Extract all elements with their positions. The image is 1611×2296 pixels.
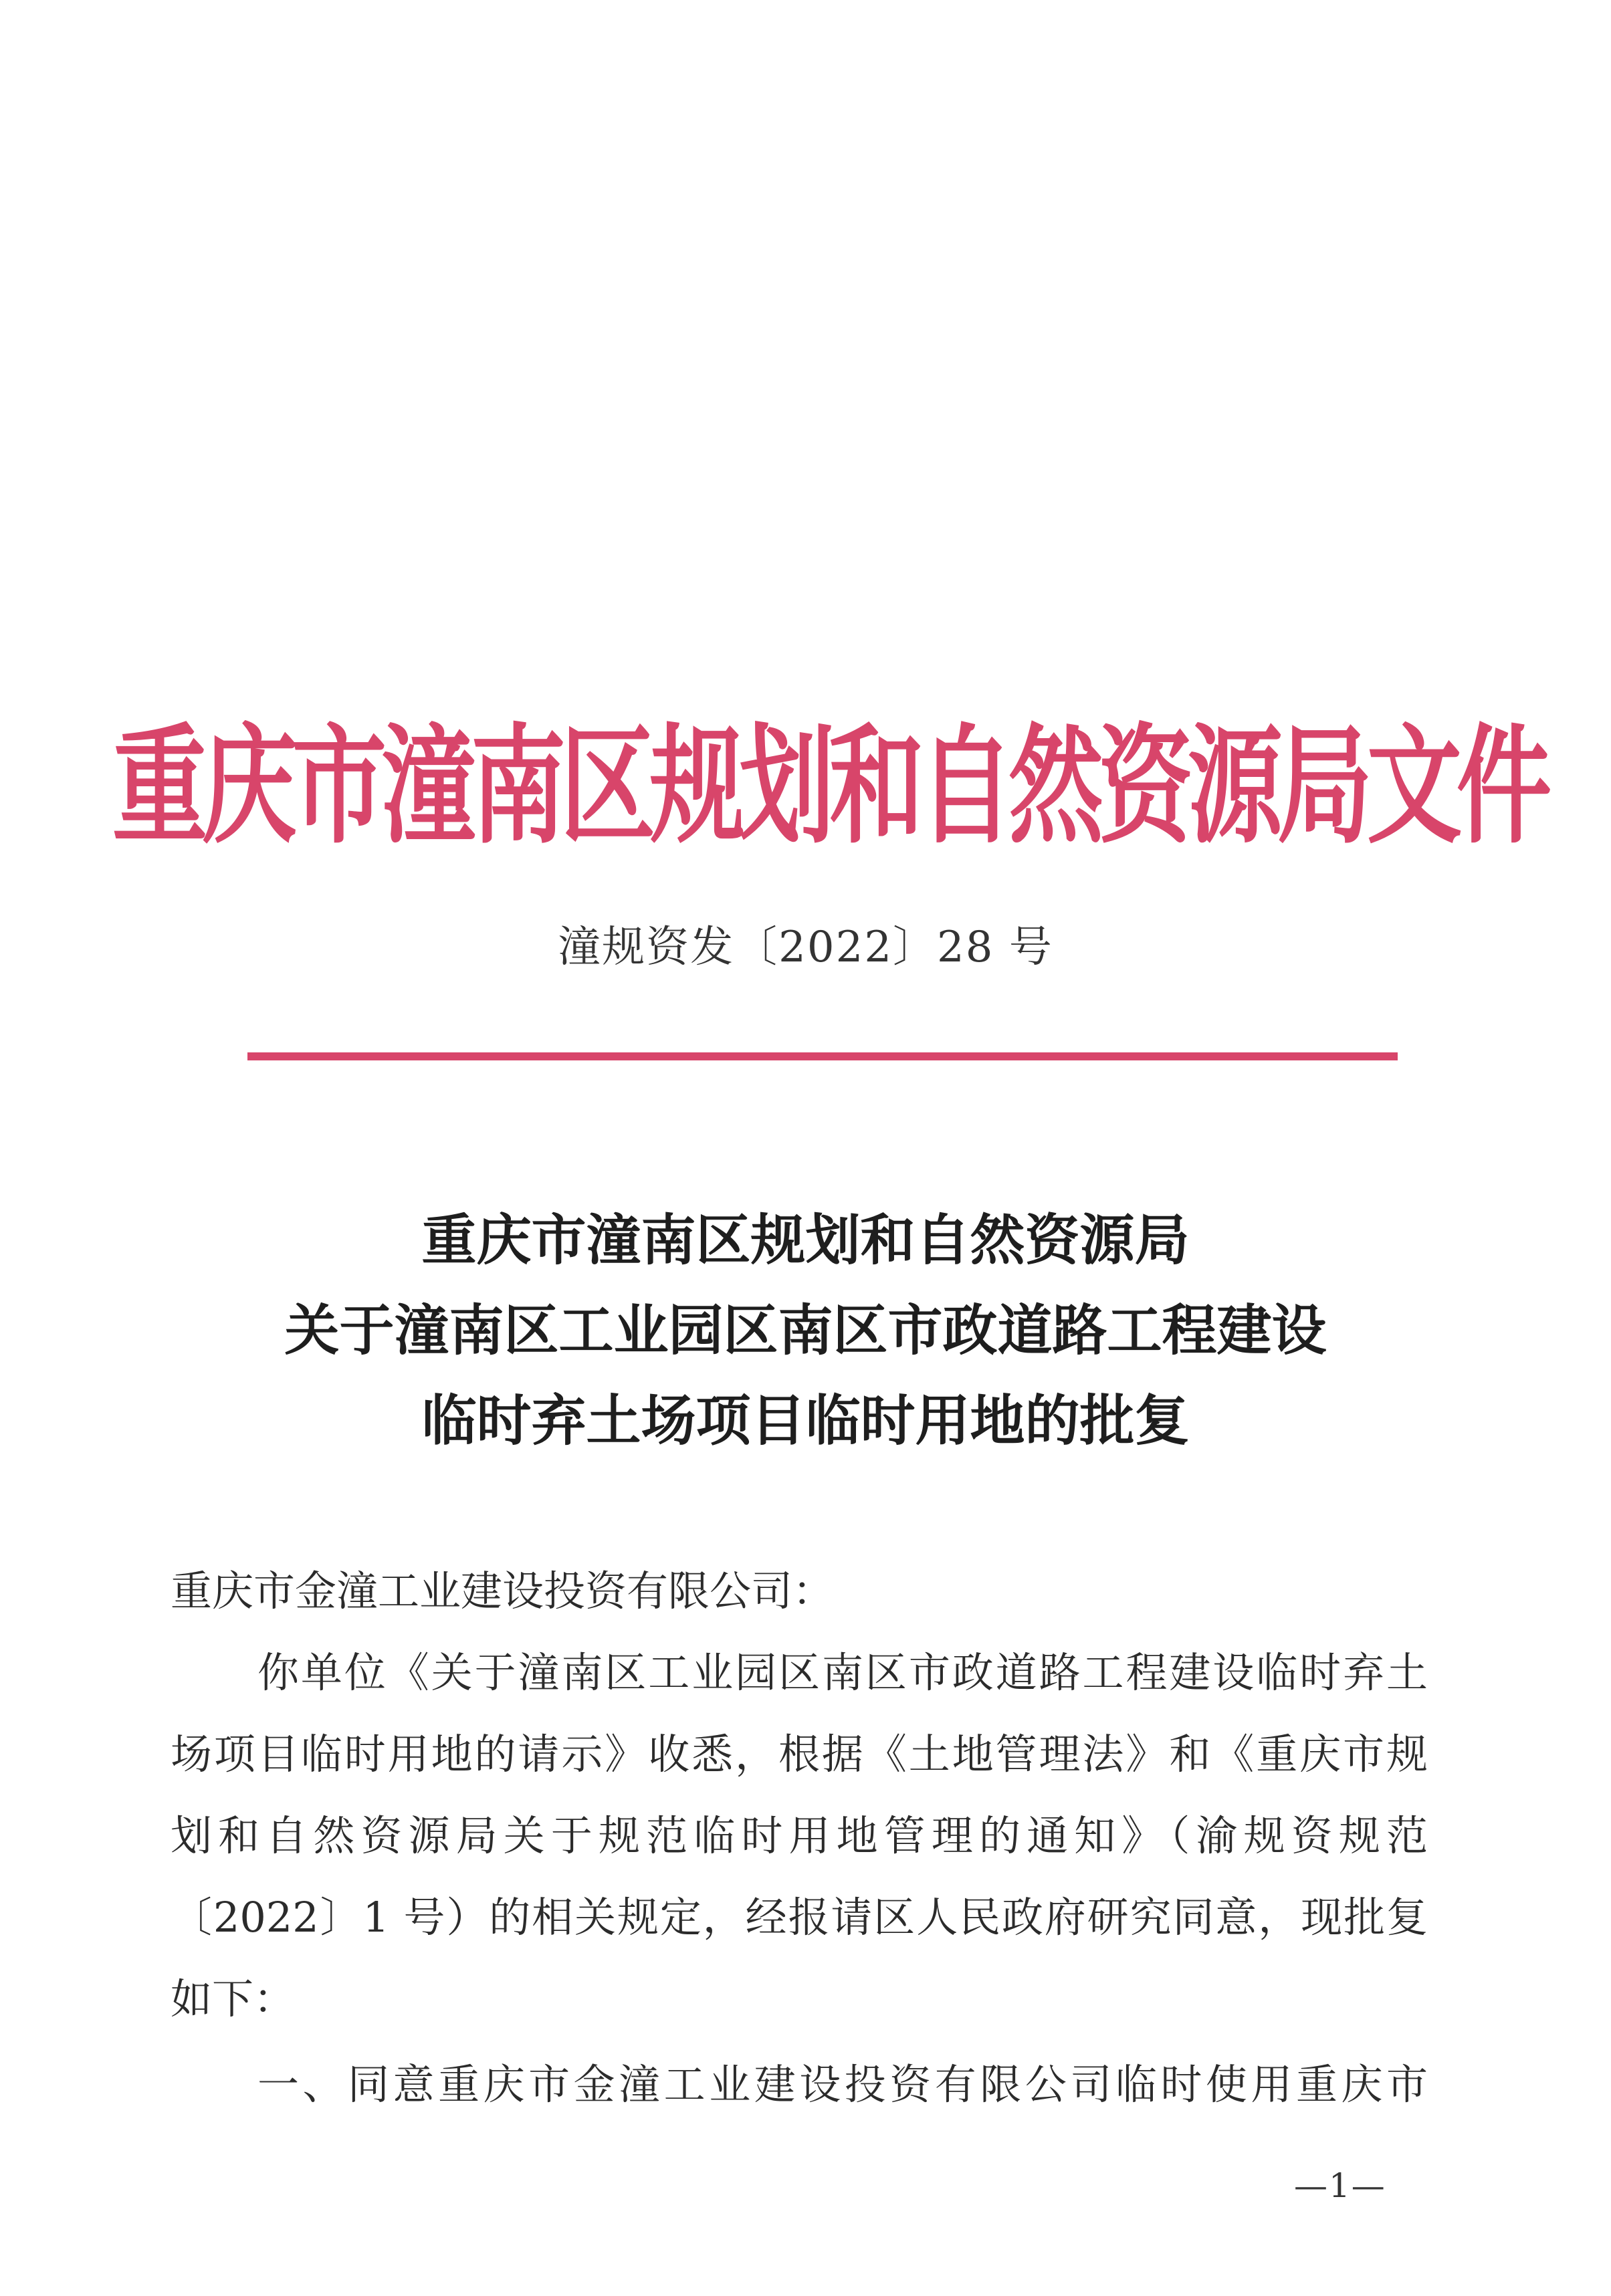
red-divider bbox=[247, 1052, 1398, 1060]
subject-title-line-2: 关于潼南区工业园区南区市政道路工程建设 bbox=[284, 1298, 1327, 1363]
subject-title-line-1: 重庆市潼南区规划和自然资源局 bbox=[421, 1208, 1190, 1272]
paragraph-1-line-2: 场项目临时用地的请示》收悉，根据《土地管理法》和《重庆市规 bbox=[171, 1730, 1428, 1778]
paragraph-1-line-4: 〔2022〕1 号）的相关规定，经报请区人民政府研究同意，现批复 bbox=[171, 1893, 1428, 1942]
document-number: 潼规资发〔2022〕28 号 bbox=[558, 923, 1053, 972]
subject-title-line-3: 临时弃土场项目临时用地的批复 bbox=[421, 1389, 1190, 1453]
paragraph-1-line-1: 你单位《关于潼南区工业园区南区市政道路工程建设临时弃土 bbox=[257, 1648, 1428, 1697]
paragraph-1-line-5: 如下： bbox=[171, 1974, 296, 2023]
paragraph-2-line-1: 一、同意重庆市金潼工业建设投资有限公司临时使用重庆市 bbox=[257, 2060, 1428, 2109]
addressee: 重庆市金潼工业建设投资有限公司： bbox=[171, 1567, 835, 1615]
document-header-title: 重庆市潼南区规划和自然资源局文件 bbox=[112, 711, 1546, 862]
paragraph-1-line-3: 划和自然资源局关于规范临时用地管理的通知》（渝规资规范 bbox=[171, 1811, 1428, 1860]
page-number: —1— bbox=[1294, 2166, 1386, 2205]
